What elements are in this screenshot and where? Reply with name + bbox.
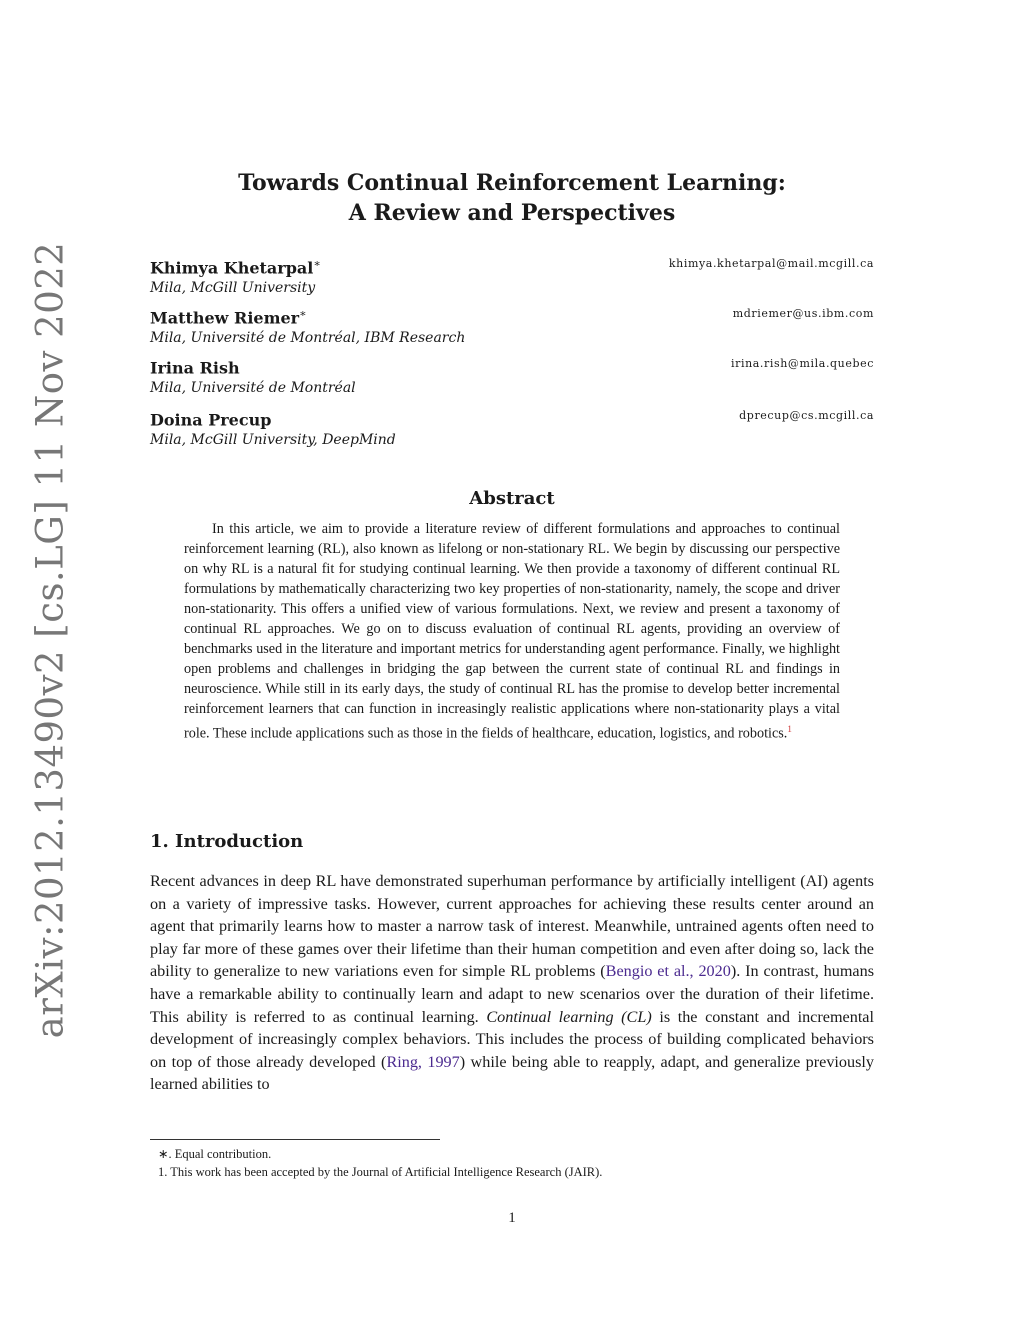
author-block [150, 406, 874, 450]
author-name: Irina Rish [150, 358, 240, 378]
footnote-divider [150, 1139, 440, 1140]
footnote-item: ∗. Equal contribution. [158, 1147, 272, 1161]
paragraph-text: is the constant and incremental development of increasingly complex behaviors. This includes the process of building complicated behaviors on top of those already developed ( [150, 1007, 874, 1071]
author-affiliation: Mila, Université de Montréal [150, 380, 356, 397]
author-block [150, 304, 874, 348]
title-line-2: A Review and Perspectives [348, 200, 676, 226]
author-email[interactable]: irina.rish@mila.quebec [730, 357, 874, 370]
defined-term: Continual learning (CL) [486, 1007, 652, 1026]
citation-link[interactable]: Ring, 1997 [386, 1052, 460, 1071]
arxiv-identifier-stamp: arXiv:2012.13490v2 [cs.LG] 11 Nov 2022 [28, 241, 72, 1039]
paragraph-text: ) while being able to reapply, adapt, and generalize previously learned abilities to [150, 1052, 875, 1094]
author-affiliation: Mila, McGill University [150, 280, 316, 297]
author-email[interactable]: mdriemer@us.ibm.com [732, 307, 874, 320]
abstract-body [184, 519, 840, 744]
author-block [150, 254, 874, 298]
author-affiliation: Mila, McGill University, DeepMind [150, 432, 396, 449]
abstract-heading: Abstract [469, 488, 555, 509]
equal-contribution-mark: ∗ [299, 307, 307, 320]
title-line-1: Towards Continual Reinforcement Learning: [238, 170, 786, 196]
citation-link[interactable]: Bengio et al., 2020 [605, 962, 731, 981]
paper-title [150, 168, 874, 228]
author-block [150, 354, 874, 398]
paragraph-text: ). In contrast, humans have a remarkable ability to continually learn and adapt to new scenarios over the duration of their lifetime. This ability is referred to as continual learning. [150, 962, 874, 1026]
author-email[interactable]: khimya.khetarpal@mail.mcgill.ca [668, 257, 874, 270]
equal-contribution-mark: ∗ [313, 257, 321, 270]
author-name: Khimya Khetarpal [150, 258, 314, 278]
section-heading-introduction: 1. Introduction [150, 831, 304, 852]
abstract-text: In this article, we aim to provide a literature review of different formulations and approaches to continual reinforcement learning (RL), also known as lifelong or non-stationary RL. We begin by discussing our perspective on why RL is a natural fit for studying continual learning. We then provide a taxonomy of different continual RL formulations by mathematically characterizing two key properties of non-stationarity, namely, the scope and driver non-stationarity. This offers a unified view of various formulations. Next, we review and present a taxonomy of continual RL approaches. We go on to discuss evaluation of continual RL agents, providing an overview of benchmarks used in the literature and important metrics for understanding agent performance. Finally, we highlight open problems and challenges in bridging the gap between the current state of continual RL and findings in neuroscience. While still in its early days, the study of continual RL has the promise to develop better incremental reinforcement learners that can function in increasingly realistic applications where non-stationarity plays a vital role. These include applications such as those in the fields of healthcare, education, logistics, and robotics. [184, 521, 840, 742]
footnote-item: 1. This work has been accepted by the Journal of Artificial Intelligence Research (JAIR). [158, 1165, 603, 1179]
author-name: Matthew Riemer [150, 308, 300, 328]
footnotes [158, 1145, 858, 1181]
author-name: Doina Precup [150, 410, 272, 430]
introduction-paragraph [150, 870, 874, 1096]
paragraph-text: Recent advances in deep RL have demonstrated superhuman performance by artificially intelligent (AI) agents on a variety of impressive tasks. However, current approaches for achieving these results center around an agent that primarily learns how to master a narrow task of interest. Meanwhile, untrained agents often need to play far more of these games over their lifetime than their human competition and even after doing so, lack the ability to generalize to new variations even for simple RL problems ( [150, 872, 874, 981]
footnote-reference[interactable]: 1 [787, 724, 792, 734]
author-email[interactable]: dprecup@cs.mcgill.ca [739, 409, 874, 422]
page-number: 1 [508, 1210, 516, 1226]
author-affiliation: Mila, Université de Montréal, IBM Research [150, 330, 466, 347]
